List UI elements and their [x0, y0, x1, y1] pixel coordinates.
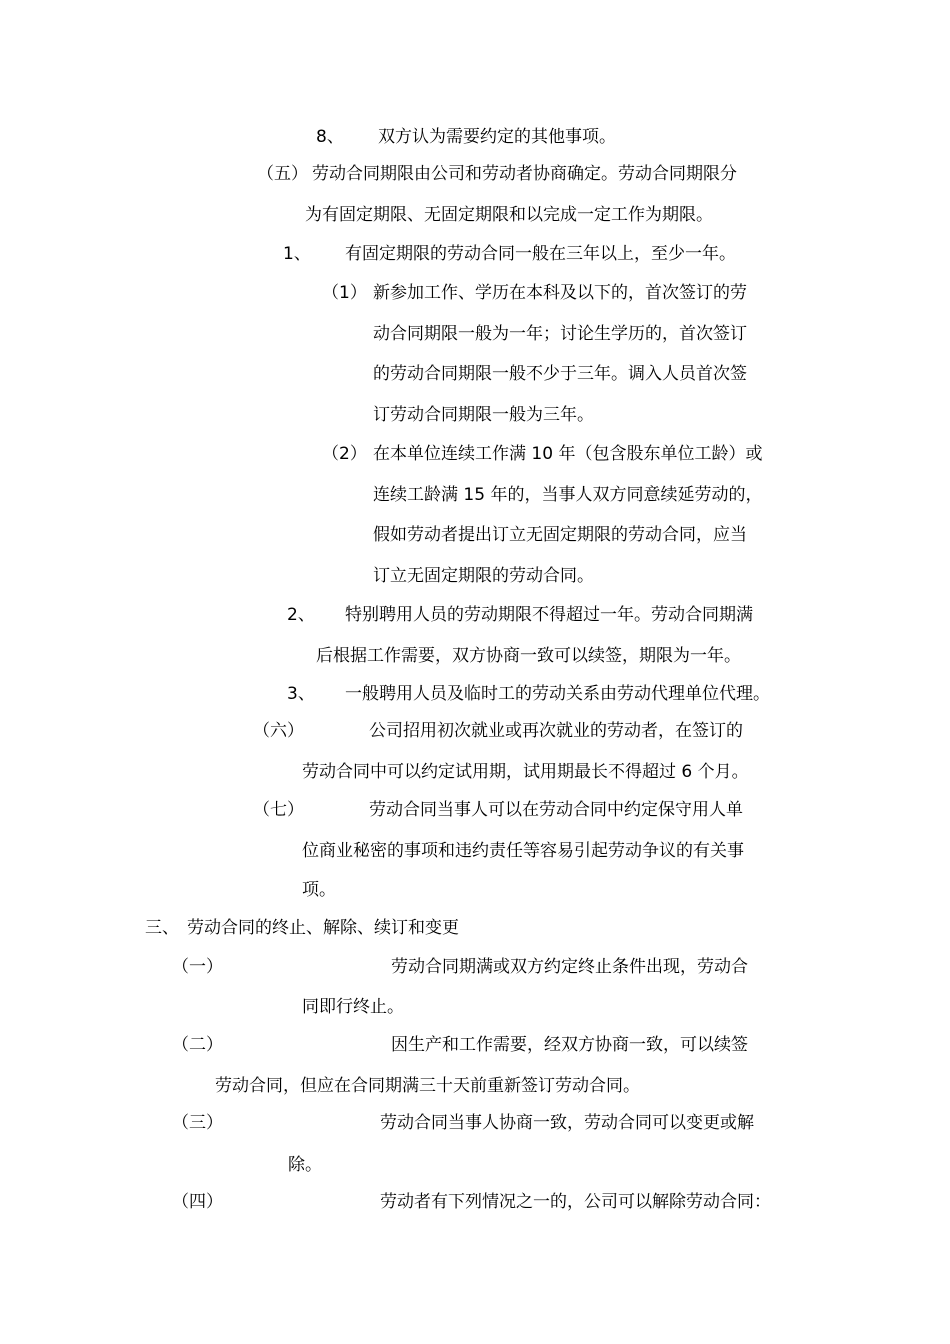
- paragraph-line: [172, 1034, 748, 1056]
- line-text: 劳动者有下列情况之一的，公司可以解除劳动合同：: [380, 1192, 771, 1212]
- paragraph-line: [373, 565, 594, 587]
- paragraph-line: [287, 683, 770, 705]
- paragraph-line: [283, 243, 736, 265]
- line-text: 在本单位连续工作满 10 年（包含股东单位工龄）或: [373, 444, 763, 464]
- line-text: 劳动合同中可以约定试用期，试用期最长不得超过 6 个月。: [302, 762, 749, 782]
- line-text: 为有固定期限、无固定期限和以完成一定工作为期限。: [305, 205, 713, 225]
- paragraph-line: [373, 484, 762, 506]
- line-text: 动合同期限一般为一年；讨论生学历的，首次签订: [373, 324, 747, 344]
- line-text: 一般聘用人员及临时工的劳动关系由劳动代理单位代理。: [345, 684, 770, 704]
- line-text: 劳动合同，但应在合同期满三十天前重新签订劳动合同。: [215, 1076, 640, 1096]
- paragraph-line: [373, 363, 747, 385]
- line-text: 订劳动合同期限一般为三年。: [373, 405, 594, 425]
- list-marker: （七）: [253, 800, 304, 820]
- line-text: 假如劳动者提出订立无固定期限的劳动合同，应当: [373, 525, 747, 545]
- line-text: 双方认为需要约定的其他事项。: [378, 127, 616, 147]
- paragraph-line: [172, 1191, 771, 1213]
- paragraph-line: [373, 323, 747, 345]
- list-marker: （二）: [172, 1035, 223, 1055]
- line-text: 后根据工作需要，双方协商一致可以续签，期限为一年。: [316, 646, 741, 666]
- line-text: 劳动合同当事人可以在劳动合同中约定保守用人单: [369, 800, 743, 820]
- list-marker: （六）: [253, 721, 304, 741]
- paragraph-line: [172, 1112, 754, 1134]
- section-number: 三、: [145, 918, 179, 938]
- line-text: 连续工龄满 15 年的，当事人双方同意续延劳动的，: [373, 485, 763, 505]
- paragraph-line: [302, 761, 749, 783]
- list-marker: 8、: [316, 127, 344, 147]
- paragraph-line: [302, 996, 404, 1018]
- paragraph-line: [253, 799, 743, 821]
- line-text: 位商业秘密的事项和违约责任等容易引起劳动争议的有关事: [302, 841, 744, 861]
- line-text: 劳动合同当事人协商一致，劳动合同可以变更或解: [380, 1113, 754, 1133]
- paragraph-line: [316, 126, 616, 148]
- list-marker: （一）: [172, 957, 223, 977]
- line-text: 公司招用初次就业或再次就业的劳动者，在签订的: [369, 721, 743, 741]
- list-marker: 3、: [287, 684, 315, 704]
- line-text: 特别聘用人员的劳动期限不得超过一年。劳动合同期满: [345, 605, 753, 625]
- line-text: 有固定期限的劳动合同一般在三年以上，至少一年。: [345, 244, 736, 264]
- list-marker: （2）: [322, 444, 367, 464]
- list-marker: （1）: [322, 283, 367, 303]
- paragraph-line: [257, 163, 737, 185]
- list-marker: （四）: [172, 1192, 223, 1212]
- paragraph-line: [316, 645, 741, 667]
- paragraph-line: [287, 604, 753, 626]
- line-text: 劳动合同期满或双方约定终止条件出现，劳动合: [391, 957, 748, 977]
- list-marker: （三）: [172, 1113, 223, 1133]
- list-marker: 1、: [283, 244, 311, 264]
- paragraph-line: [253, 720, 743, 742]
- paragraph-line: [172, 956, 748, 978]
- list-marker: （五）: [257, 164, 308, 184]
- paragraph-line: [305, 204, 713, 226]
- line-text: 因生产和工作需要，经双方协商一致，可以续签: [391, 1035, 748, 1055]
- line-text: 同即行终止。: [302, 997, 404, 1017]
- paragraph-line: [302, 840, 744, 862]
- section-title: 劳动合同的终止、解除、续订和变更: [187, 918, 459, 938]
- section-heading: [145, 917, 459, 939]
- line-text: 的劳动合同期限一般不少于三年。调入人员首次签: [373, 364, 747, 384]
- paragraph-line: [302, 879, 336, 901]
- line-text: 新参加工作、学历在本科及以下的，首次签订的劳: [373, 283, 747, 303]
- paragraph-line: [288, 1154, 322, 1176]
- line-text: 订立无固定期限的劳动合同。: [373, 566, 594, 586]
- paragraph-line: [373, 524, 747, 546]
- paragraph-line: [373, 404, 594, 426]
- list-marker: 2、: [287, 605, 315, 625]
- line-text: 项。: [302, 880, 336, 900]
- paragraph-line: [215, 1075, 640, 1097]
- paragraph-line: [322, 443, 763, 465]
- line-text: 劳动合同期限由公司和劳动者协商确定。劳动合同期限分: [312, 164, 737, 184]
- line-text: 除。: [288, 1155, 322, 1175]
- paragraph-line: [322, 282, 747, 304]
